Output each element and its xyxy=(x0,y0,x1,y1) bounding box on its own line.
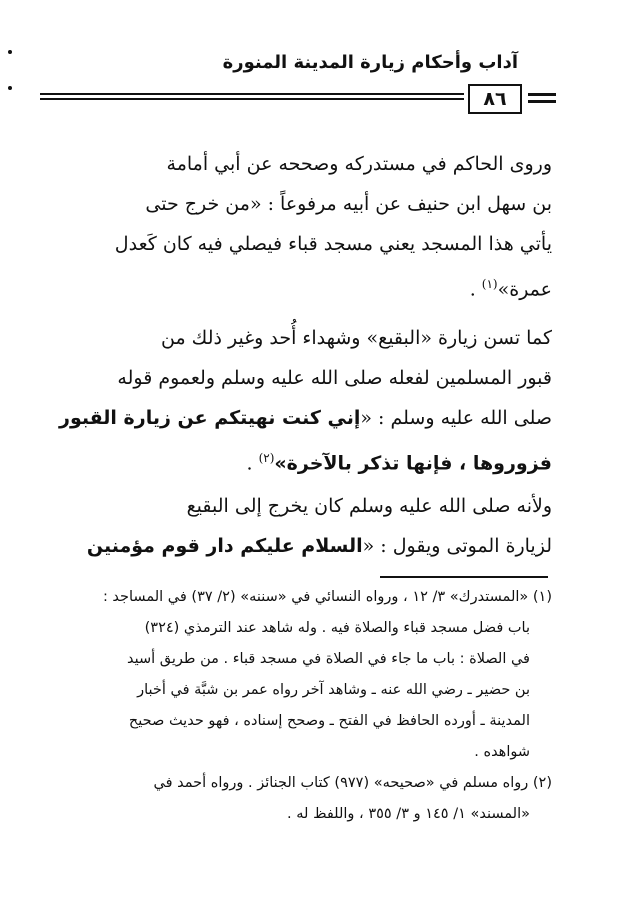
footnote-ref: (١) xyxy=(481,277,498,291)
footnote-1-line: باب فضل مسجد قباء والصلاة فيه . وله شاهد عند الترمذي (٣٢٤) xyxy=(144,620,530,636)
header-rule xyxy=(40,93,464,95)
paragraph-2 xyxy=(42,318,552,478)
hadith-quote: السلام عليكم دار قوم مؤمنين xyxy=(86,535,363,557)
page-number-rule xyxy=(528,100,556,103)
footnote-1-line: المدينة ـ أورده الحافظ في الفتح ـ وصحح إسناده ، فهو حديث صحيح xyxy=(128,713,530,729)
running-title: آداب وأحكام زيارة المدينة المنورة xyxy=(222,52,518,73)
footnote-1-line: في الصلاة : باب ما جاء في الصلاة في مسجد قباء . من طريق أسيد xyxy=(127,651,530,667)
footnotes xyxy=(42,582,552,830)
footnote-2-line: «المسند» ١/ ١٤٥ و ٣/ ٣٥٥ ، واللفظ له . xyxy=(287,806,530,822)
text-line xyxy=(42,398,552,438)
text-run: لزيارة الموتى ويقول : « xyxy=(362,535,552,557)
hadith-quote: فزوروها ، فإنها تذكر بالآخرة» xyxy=(274,452,552,475)
text-run: عمرة» xyxy=(497,278,552,301)
footnote-1-line: بن حضير ـ رضي الله عنه ـ وشاهد آخر رواه عمر بن شبَّة في أخبار xyxy=(137,682,530,698)
footnote-1-line: (١) «المستدرك» ٣/ ١٢ ، ورواه النسائي في «سننه» (٢/ ٣٧) في المساجد : xyxy=(102,589,552,605)
text-line: يأتي هذا المسجد يعني مسجد قباء فيصلي فيه كان كَعدل xyxy=(114,233,552,255)
margin-mark xyxy=(8,86,12,90)
text-line xyxy=(42,526,552,566)
paragraph-3 xyxy=(42,486,552,566)
hadith-quote: إني كنت نهيتكم عن زيارة القبور xyxy=(59,407,361,429)
text-line: بن سهل ابن حنيف عن أبيه مرفوعاً : «من خرج حتى xyxy=(145,193,552,215)
margin-mark xyxy=(8,50,12,54)
footnote-separator xyxy=(380,576,548,578)
paragraph-1 xyxy=(42,144,552,304)
header-rule xyxy=(40,98,464,100)
footnote-2-line: (٢) رواه مسلم في «صحيحه» (٩٧٧) كتاب الجنائز . ورواه أحمد في xyxy=(153,775,552,791)
text-line: ولأنه صلى الله عليه وسلم كان يخرج إلى البقيع xyxy=(186,495,552,517)
text-line: وروى الحاكم في مستدركه وصححه عن أبي أمامة xyxy=(166,153,552,175)
text-run: صلى الله عليه وسلم : « xyxy=(360,407,552,429)
page-number-rule xyxy=(528,93,556,96)
footnote-ref: (٢) xyxy=(258,451,275,465)
text-line: قبور المسلمين لفعله صلى الله عليه وسلم ولعموم قوله xyxy=(117,367,552,389)
page-number: ٨٦ xyxy=(468,84,522,114)
text-line: عمرة»$^{(١)}$ . xyxy=(469,277,552,301)
text-line: فزوروها ، فإنها تذكر بالآخرة»$^{(٢)}$ . xyxy=(246,451,552,475)
text-line: كما تسن زيارة «البقيع» وشهداء أُحد وغير ذلك من xyxy=(161,327,552,349)
footnote-1-line: شواهده . xyxy=(474,744,530,760)
